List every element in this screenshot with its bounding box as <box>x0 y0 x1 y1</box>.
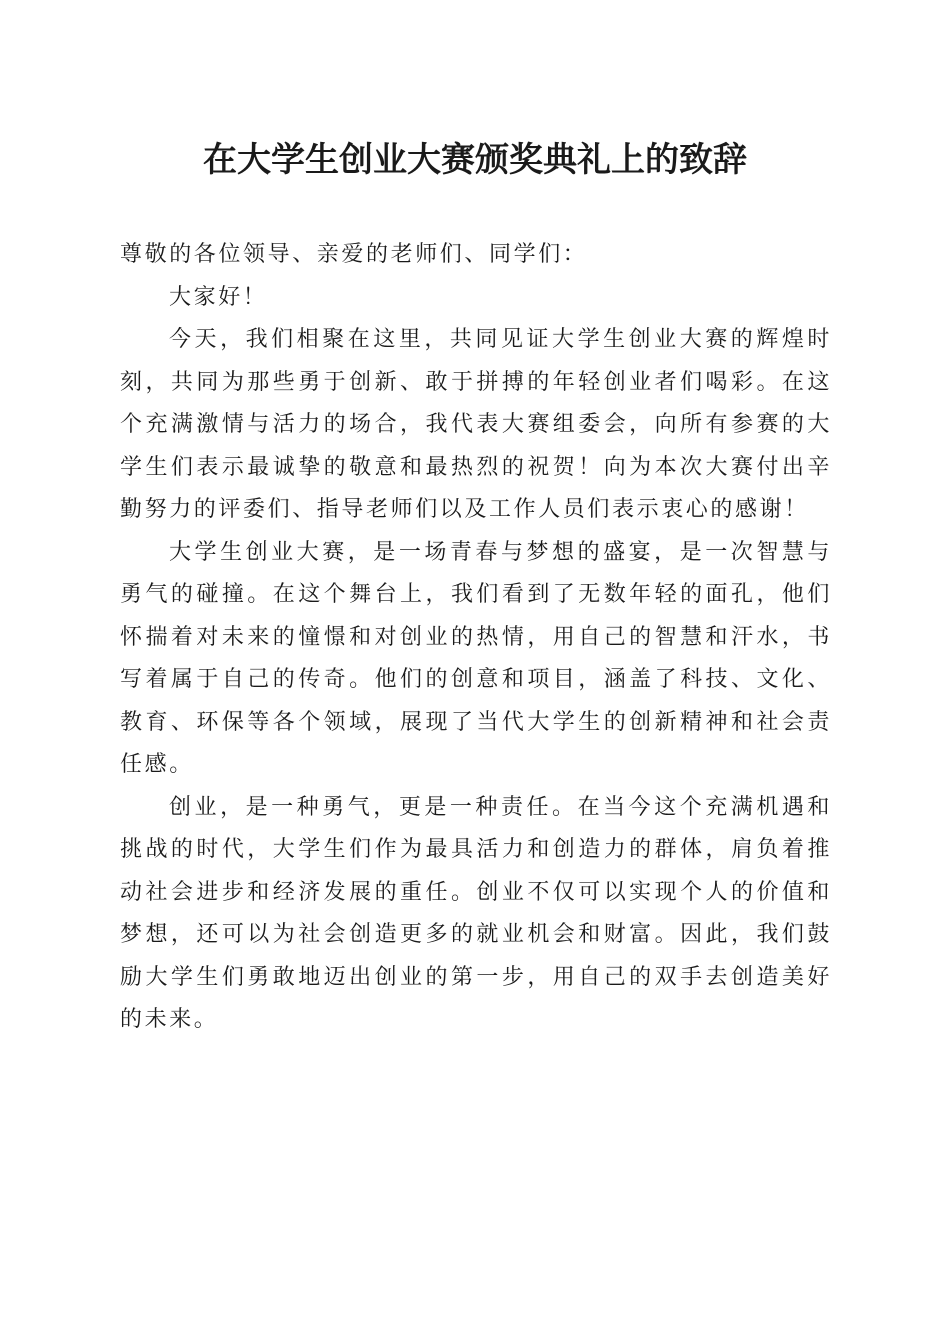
paragraph-greeting: 大家好！ <box>169 284 268 310</box>
salutation: 尊敬的各位领导、亲爱的老师们、同学们： <box>120 242 588 267</box>
document-body <box>120 234 832 1042</box>
document-title: 在大学生创业大赛颁奖典礼上的致辞 <box>203 140 747 180</box>
paragraph-opening: 今天，我们相聚在这里，共同见证大学生创业大赛的辉煌时刻，共同为那些勇于创新、敢于拼搏的年轻创业者们喝彩。在这个充满激情与活力的场合，我代表大赛组委会，向所有参赛的大学生们表示最诚挚的敬意和最热烈的祝贺！向为本次大赛付出辛勤努力的评委们、指导老师们以及工作人员们表示衷心的感谢！ <box>120 327 832 522</box>
paragraph-competition: 大学生创业大赛，是一场青春与梦想的盛宴，是一次智慧与勇气的碰撞。在这个舞台上，我们看到了无数年轻的面孔，他们怀揣着对未来的憧憬和对创业的热情，用自己的智慧和汗水，书写着属于自己的传奇。他们的创意和项目，涵盖了科技、文化、教育、环保等各个领域，展现了当代大学生的创新精神和社会责任感。 <box>120 539 832 777</box>
paragraph-entrepreneurship: 创业，是一种勇气，更是一种责任。在当今这个充满机遇和挑战的时代，大学生们作为最具活力和创造力的群体，肩负着推动社会进步和经济发展的重任。创业不仅可以实现个人的价值和梦想，还可以为社会创造更多的就业机会和财富。因此，我们鼓励大学生们勇敢地迈出创业的第一步，用自己的双手去创造美好的未来。 <box>120 794 832 1032</box>
